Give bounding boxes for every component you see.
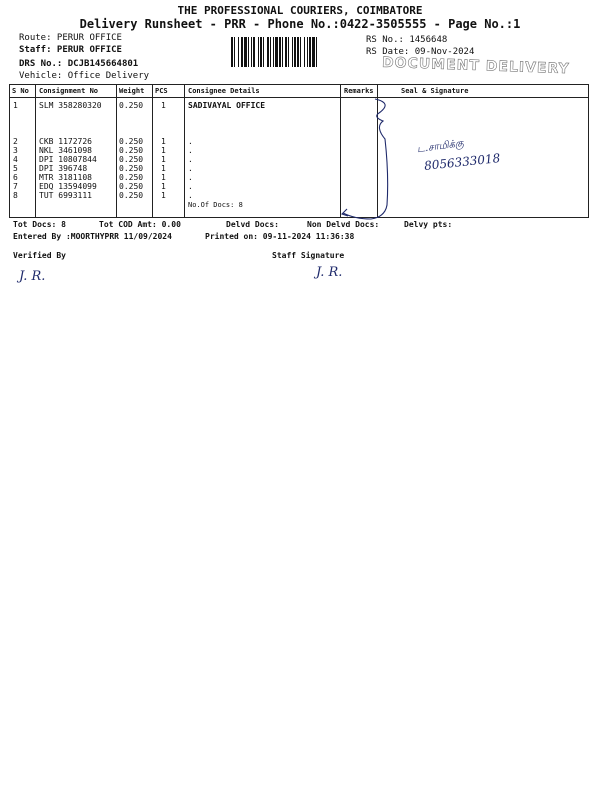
row-consignment: DPI 396748 [39,164,88,173]
verified-by-label: Verified By [13,251,66,260]
handwritten-phone-number: 8056333018 [423,151,501,173]
header-remarks: Remarks [344,87,374,95]
row-consignment: CKB 1172726 [39,137,92,146]
row-pcs: 1 [161,146,166,155]
row-sno: 8 [13,191,18,200]
row-sno: 6 [13,173,18,182]
rs-number: RS No.: 1456648 [366,35,448,45]
no-of-docs: No.Of Docs: 8 [188,201,243,209]
non-delivered-docs: Non Delvd Docs: [307,220,380,229]
row-consignment: DPI 10807844 [39,155,97,164]
row-consignment: NKL 3461098 [39,146,92,155]
row-consignee: . [188,182,193,191]
row-pcs: 1 [161,101,166,110]
col-divider [152,84,153,218]
row-pcs: 1 [161,182,166,191]
row-consignment: TUT 6993111 [39,191,92,200]
row-weight: 0.250 [119,182,144,191]
row-consignee: . [188,137,193,146]
row-consignee: . [188,146,193,155]
staff-signature-label: Staff Signature [272,251,345,260]
handwritten-bracket [335,95,405,225]
staff-label: Staff: PERUR OFFICE [19,45,122,55]
col-divider [184,84,185,218]
row-sno: 4 [13,155,18,164]
row-pcs: 1 [161,191,166,200]
header-weight: Weight [119,87,145,95]
row-consignee: SADIVAYAL OFFICE [188,101,266,110]
row-pcs: 1 [161,155,166,164]
row-sno: 1 [13,101,18,110]
col-divider [35,84,36,218]
row-consignee: . [188,173,193,182]
row-consignee: . [188,191,193,200]
delivery-points: Delvy pts: [404,220,453,229]
total-docs: Tot Docs: 8 [13,220,66,229]
row-sno: 5 [13,164,18,173]
row-sno: 3 [13,146,18,155]
drs-number: DRS No.: DCJB145664801 [19,59,139,69]
row-pcs: 1 [161,137,166,146]
barcode [231,37,359,67]
delivered-docs: Delvd Docs: [226,220,279,229]
header-seal-signature: Seal & Signature [401,87,469,95]
row-weight: 0.250 [119,173,144,182]
document-delivery-stamp: DOCUMENT DELIVERY [381,54,570,78]
row-weight: 0.250 [119,137,144,146]
header-consignee: Consignee Details [188,87,260,95]
row-pcs: 1 [161,164,166,173]
col-divider [116,84,117,218]
row-weight: 0.250 [119,164,144,173]
row-weight: 0.250 [119,101,144,110]
staff-signature: J. R. [316,265,343,280]
vehicle-label: Vehicle: Office Delivery [19,71,150,81]
row-weight: 0.250 [119,155,144,164]
row-pcs: 1 [161,173,166,182]
company-name: THE PROFESSIONAL COURIERS, COIMBATORE [177,4,423,17]
row-sno: 7 [13,182,18,191]
row-weight: 0.250 [119,146,144,155]
entered-by: Entered By :MOORTHYPRR 11/09/2024 [13,232,172,241]
header-sno: S No [12,87,29,95]
printed-on: Printed on: 09-11-2024 11:36:38 [205,232,355,241]
row-sno: 2 [13,137,18,146]
runsheet-title: Delivery Runsheet - PRR - Phone No.:0422-3505555 - Page No.:1 [79,17,521,31]
row-consignee: . [188,164,193,173]
row-weight: 0.250 [119,191,144,200]
row-consignment: MTR 3181108 [39,173,92,182]
rs-date: RS Date: 09-Nov-2024 [366,47,475,57]
table-header-divider [9,97,589,98]
row-consignee: . [188,155,193,164]
header-pcs: PCS [155,87,168,95]
verified-by-signature: J. R. [19,269,46,284]
total-cod-amount: Tot COD Amt: 0.00 [99,220,181,229]
route-label: Route: PERUR OFFICE [19,33,122,43]
row-consignment: SLM 358280320 [39,101,102,110]
row-consignment: EDQ 13594099 [39,182,97,191]
header-consignment: Consignment No [39,87,99,95]
handwritten-recipient-name: ட.சாமிக்கு [416,137,465,156]
